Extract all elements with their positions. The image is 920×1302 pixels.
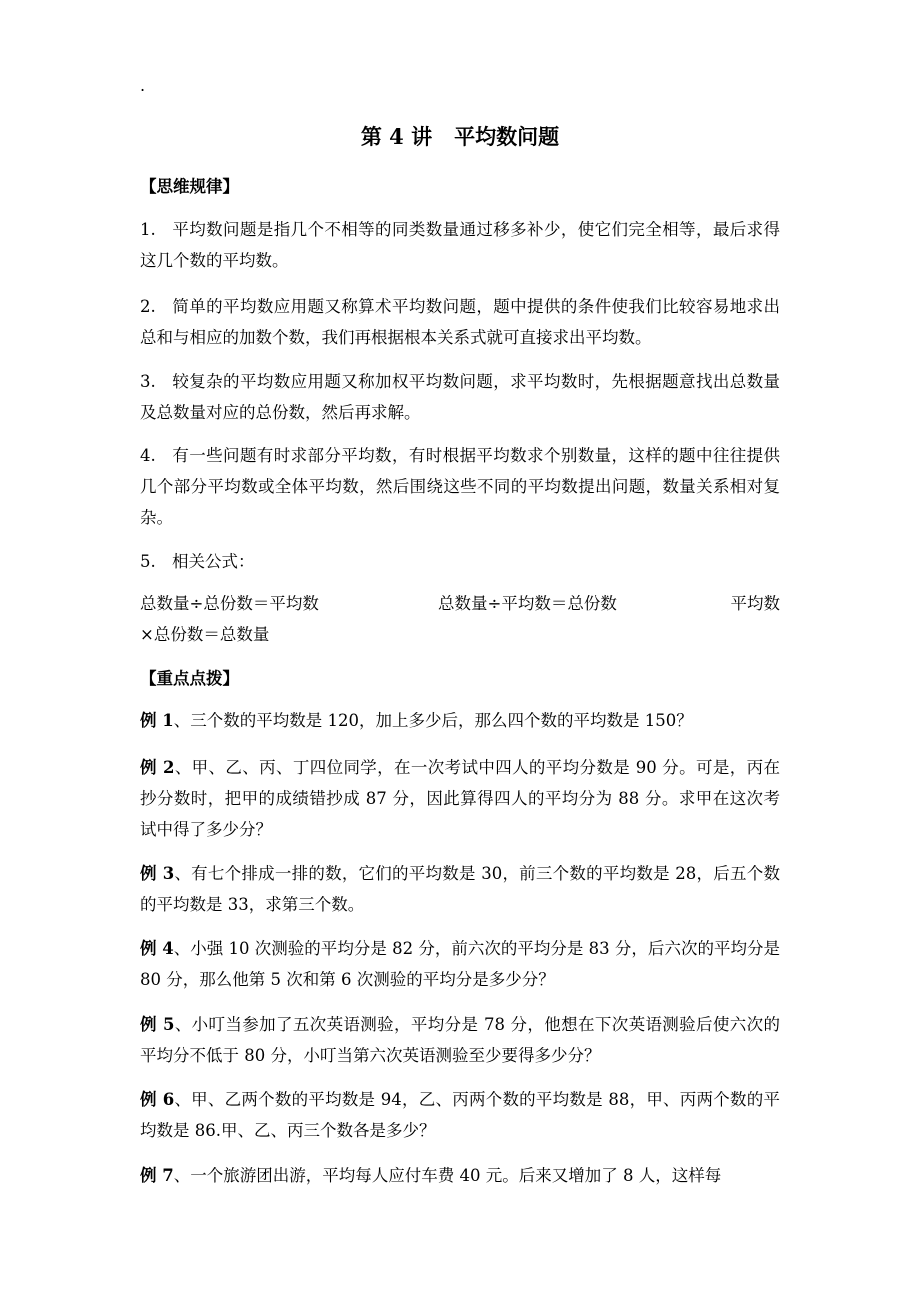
example-label: 例 5	[140, 1015, 175, 1034]
formula-3-start: 平均数	[730, 594, 780, 613]
rule-number: 5.	[140, 552, 156, 571]
example-1	[140, 705, 780, 736]
section-heading-rules: 【思维规律】	[140, 177, 239, 196]
rule-text: 简单的平均数应用题又称算术平均数问题，题中提供的条件使我们比较容易地求出总和与相应的加数个数，我们再根据根本关系式就可直接求出平均数。	[140, 297, 780, 347]
example-label: 例 3	[140, 864, 175, 883]
rule-item-3	[140, 366, 780, 428]
rule-number: 4.	[140, 446, 156, 465]
example-label: 例 2	[140, 758, 175, 777]
example-text: 、甲、乙、丙、丁四位同学，在一次考试中四人的平均分数是 90 分。可是，丙在抄分数时，把甲的成绩错抄成 87 分，因此算得四人的平均分为 88 分。求甲在这次考试中得了多少分？	[140, 758, 780, 839]
rule-text: 较复杂的平均数应用题又称加权平均数问题，求平均数时，先根据题意找出总数量及总数量对应的总份数，然后再求解。	[140, 372, 780, 422]
example-label: 例 6	[140, 1090, 175, 1109]
formula-2: 总数量÷平均数＝总份数	[438, 594, 617, 613]
rule-item-2	[140, 291, 780, 353]
example-text: 、有七个排成一排的数，它们的平均数是 30，前三个数的平均数是 28，后五个数的平均数是 33，求第三个数。	[140, 864, 780, 914]
example-label: 例 7	[140, 1166, 174, 1185]
example-6	[140, 1084, 780, 1146]
example-text: 、甲、乙两个数的平均数是 94，乙、丙两个数的平均数是 88，甲、丙两个数的平均数是 86.甲、乙、丙三个数各是多少？	[140, 1090, 780, 1140]
example-text: 、三个数的平均数是 120，加上多少后，那么四个数的平均数是 150？	[173, 711, 693, 730]
rule-text: 有一些问题有时求部分平均数，有时根据平均数求个别数量，这样的题中往往提供几个部分平均数或全体平均数，然后围绕这些不同的平均数提出问题，数量关系相对复杂。	[140, 446, 780, 527]
rule-number: 2.	[140, 297, 156, 316]
lecture-number: 第 4 讲	[360, 124, 433, 149]
rule-item-5	[140, 546, 780, 577]
header-mark: .	[140, 76, 146, 95]
example-3	[140, 858, 780, 920]
rule-number: 1.	[140, 220, 156, 239]
formula-3-end: ×总份数＝总数量	[140, 625, 270, 644]
example-7	[140, 1160, 780, 1191]
rule-number: 3.	[140, 372, 156, 391]
example-text: 、小叮当参加了五次英语测验，平均分是 78 分，他想在下次英语测验后使六次的平均分不低于 80 分，小叮当第六次英语测验至少要得多少分？	[140, 1015, 780, 1065]
example-5	[140, 1009, 780, 1071]
lecture-topic: 平均数问题	[454, 124, 560, 149]
rule-text: 平均数问题是指几个不相等的同类数量通过移多补少，使它们完全相等，最后求得这几个数的平均数。	[140, 220, 780, 270]
page-title	[0, 122, 920, 152]
section-heading-examples: 【重点点拨】	[140, 669, 239, 688]
example-4	[140, 933, 780, 995]
rule-text: 相关公式：	[172, 552, 255, 571]
example-text: 、一个旅游团出游，平均每人应付车费 40 元。后来又增加了 8 人，这样每	[173, 1166, 722, 1185]
example-label: 例 4	[140, 939, 174, 958]
example-text: 、小强 10 次测验的平均分是 82 分，前六次的平均分是 83 分，后六次的平均分是 80 分，那么他第 5 次和第 6 次测验的平均分是多少分？	[140, 939, 780, 989]
formula-1: 总数量÷总份数＝平均数	[140, 594, 319, 613]
example-label: 例 1	[140, 711, 174, 730]
rule-item-4	[140, 440, 780, 533]
rule-item-1	[140, 214, 780, 276]
example-2	[140, 752, 780, 845]
